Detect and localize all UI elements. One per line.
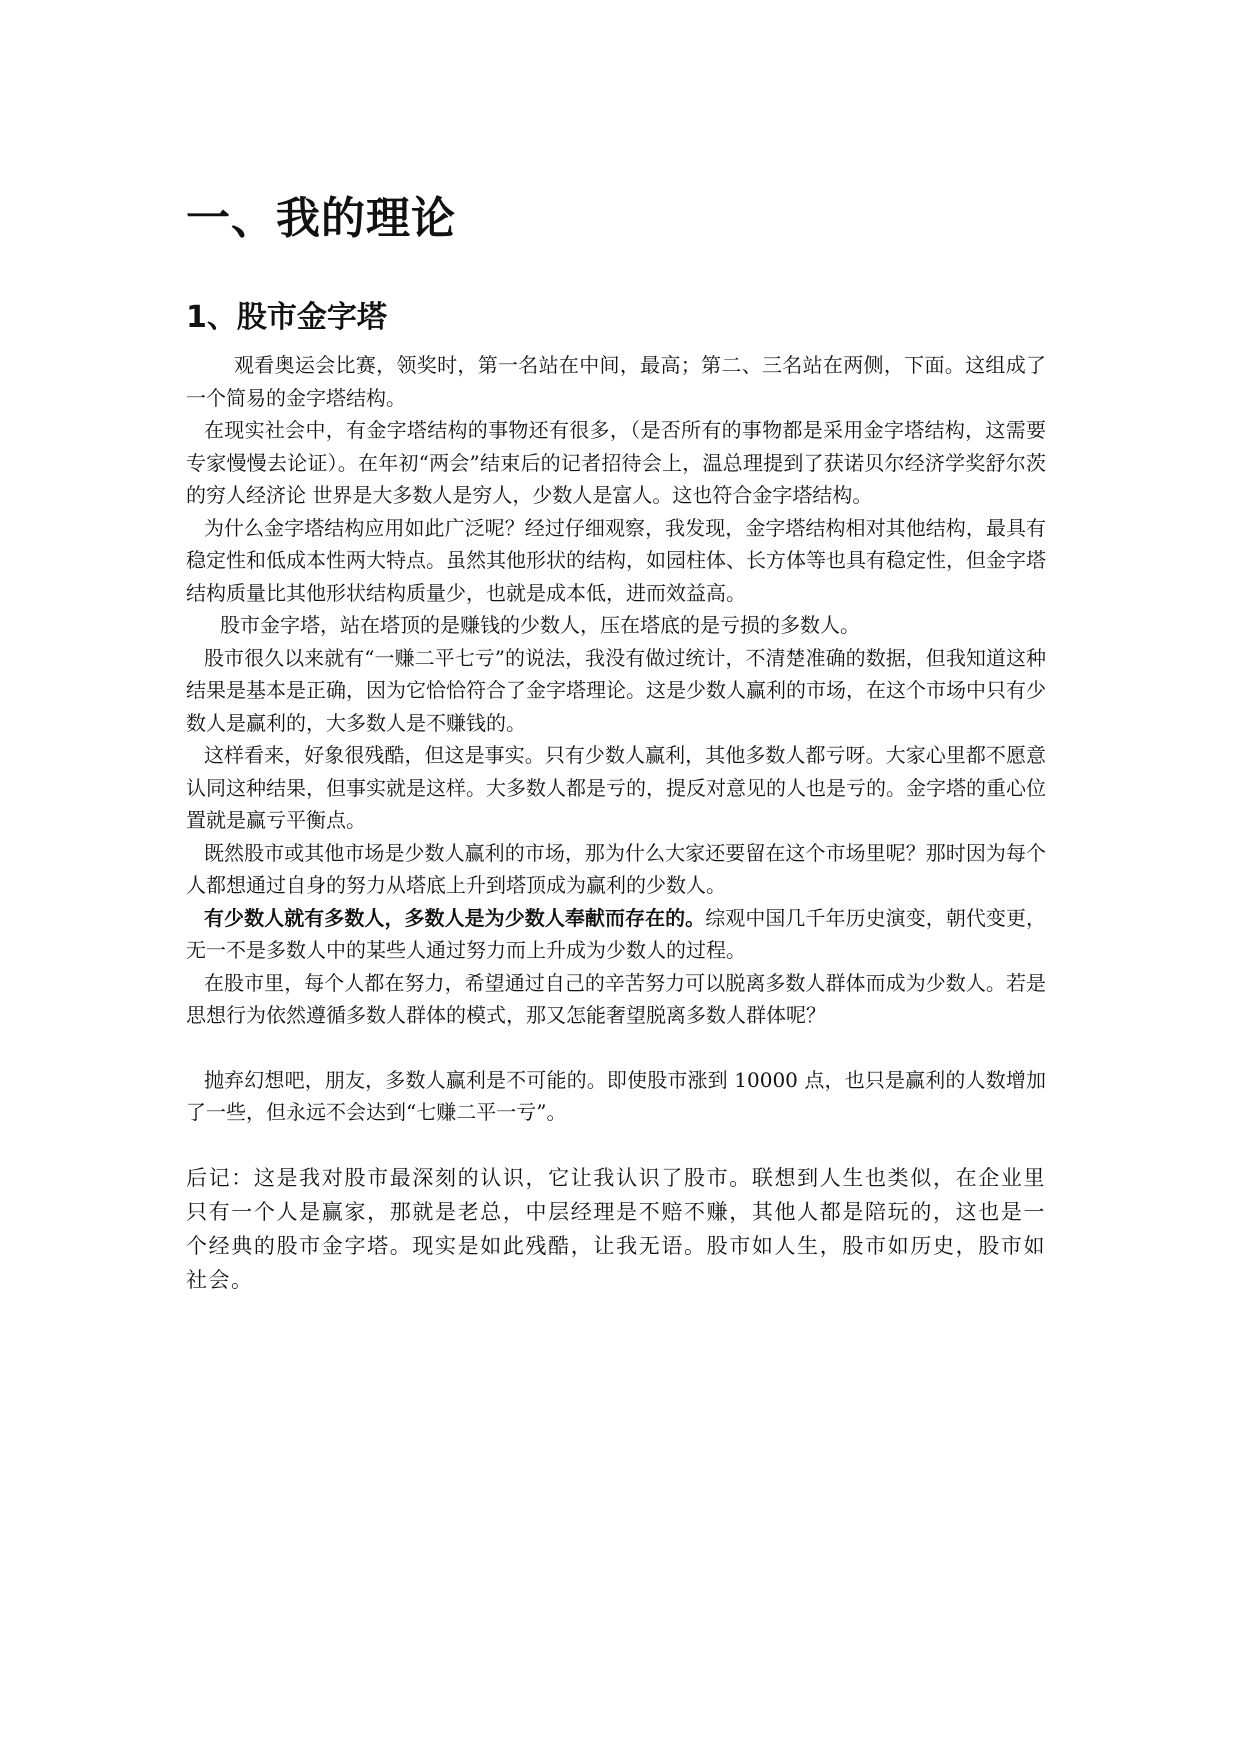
- emphasis-bold-text: 有少数人就有多数人，多数人是为少数人奉献而存在的。: [204, 905, 706, 930]
- paragraph: 股市金字塔，站在塔顶的是赚钱的少数人，压在塔底的是亏损的多数人。: [220, 613, 860, 637]
- paragraph: 为什么金字塔结构应用如此广泛呢？经过仔细观察，我发现，金字塔结构相对其他结构，最具有稳定性和低成本性两大特点。虽然其他形状的结构，如园柱体、长方体等也具有稳定性，但金字塔结构质量比其他形状结构质量少，也就是成本低，进而效益高。: [186, 515, 1046, 605]
- section-heading: 1、股市金字塔: [186, 300, 387, 335]
- paragraph-gap: [186, 1129, 1046, 1161]
- paragraph: 在股市里，每个人都在努力，希望通过自己的辛苦努力可以脱离多数人群体而成为少数人。若是思想行为依然遵循多数人群体的模式，那又怎能奢望脱离多数人群体呢？: [186, 970, 1046, 1027]
- postscript: 后记：这是我对股市最深刻的认识，它让我认识了股市。联想到人生也类似，在企业里只有一个人是赢家，那就是老总，中层经理是不赔不赚，其他人都是陪玩的，这也是一个经典的股市金字塔。现实是如此残酷，让我无语。股市如人生，股市如历史，股市如社会。: [186, 1165, 1046, 1292]
- paragraph: 在现实社会中，有金字塔结构的事物还有很多，（是否所有的事物都是采用金字塔结构，这需要专家慢慢去论证）。在年初“两会”结束后的记者招待会上，温总理提到了获诺贝尔经济学奖舒尔茨的穷人经济论 世界是大多数人是穷人，少数人是富人。这也符合金字塔结构。: [186, 418, 1046, 507]
- emphasis-paragraph: [186, 902, 1046, 967]
- body-text: [186, 349, 1046, 1297]
- paragraph-gap: [186, 1032, 1046, 1064]
- paragraph: 观看奥运会比赛，领奖时，第一名站在中间，最高；第二、三名站在两侧，下面。这组成了一个简易的金字塔结构。: [186, 353, 1046, 410]
- emphasis-rest-text: 综观中国几千年历史演变，朝代变更，无一不是多数人中的某些人通过努力而上升成为少数人的过程。: [186, 905, 1047, 962]
- paragraph: 这样看来，好象很残酷，但这是事实。只有少数人赢利，其他多数人都亏呀。大家心里都不愿意认同这种结果，但事实就是这样。大多数人都是亏的，提反对意见的人也是亏的。金字塔的重心位置就是赢亏平衡点。: [186, 743, 1046, 832]
- paragraph: 抛弃幻想吧，朋友，多数人赢利是不可能的。即使股市涨到 10000 点，也只是赢利的人数增加了一些，但永远不会达到“七赚二平一亏”。: [186, 1067, 1046, 1124]
- paragraph: 既然股市或其他市场是少数人赢利的市场，那为什么大家还要留在这个市场里呢？那时因为每个人都想通过自身的努力从塔底上升到塔顶成为赢利的少数人。: [186, 840, 1046, 897]
- paragraph: 股市很久以来就有“一赚二平七亏”的说法，我没有做过统计，不清楚准确的数据，但我知道这种结果是基本是正确，因为它恰恰符合了金字塔理论。这是少数人赢利的市场，在这个市场中只有少数人是赢利的，大多数人是不赚钱的。: [186, 645, 1046, 735]
- chapter-heading: 一、我的理论: [186, 193, 456, 244]
